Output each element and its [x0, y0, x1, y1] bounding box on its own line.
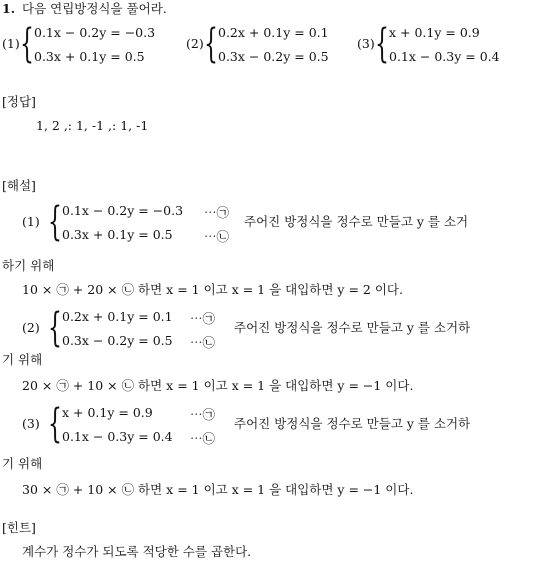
- brace-icon: {: [48, 401, 62, 447]
- problem-item-3-label: (3): [357, 36, 375, 51]
- solution-step-2-desc-wrap: 기 위해: [2, 352, 43, 367]
- solution-step-3-calc: 30 × ㉠ + 10 × ㉡ 하면 x = 1 이고 x = 1 을 대입하면 y = −1 이다.: [22, 482, 414, 497]
- brace-icon: {: [48, 305, 62, 351]
- problem-item-1-label: (1): [2, 36, 20, 51]
- problem-item-2-eq1: 0.2x + 0.1y = 0.1: [218, 25, 329, 40]
- problem-item-1-eq1: 0.1x − 0.2y = −0.3: [34, 25, 156, 40]
- brace-icon: {: [204, 21, 218, 67]
- solution-step-3-mark2: ⋯㉡: [190, 431, 216, 446]
- hint-text: 계수가 정수가 되도록 적당한 수를 곱한다.: [22, 544, 252, 559]
- solution-step-2-eq2: 0.3x − 0.2y = 0.5: [62, 333, 173, 348]
- solution-step-3-system: [48, 402, 238, 446]
- solution-step-1-eq2: 0.3x + 0.1y = 0.5: [62, 227, 173, 242]
- solution-step-1-desc: 주어진 방정식을 정수로 만들고 y 를 소거: [244, 214, 469, 229]
- problem-item-2-label: (2): [186, 36, 204, 51]
- solution-step-3-mark1: ⋯㉠: [190, 407, 216, 422]
- problem-item-3-eq1: x + 0.1y = 0.9: [389, 25, 480, 40]
- problem-number: 1.: [2, 1, 16, 16]
- solution-step-2-eq1: 0.2x + 0.1y = 0.1: [62, 309, 173, 324]
- solution-step-2-label: (2): [22, 320, 40, 335]
- hint-header: [힌트]: [2, 520, 36, 535]
- problem-item-1-eq2: 0.3x + 0.1y = 0.5: [34, 49, 145, 64]
- problem-prompt: 다음 연립방정식을 풀어라.: [22, 1, 167, 16]
- solution-step-2-mark2: ⋯㉡: [190, 335, 216, 350]
- brace-icon: {: [375, 21, 389, 67]
- solution-step-2-desc: 주어진 방정식을 정수로 만들고 y 를 소거하: [234, 320, 471, 335]
- solution-step-1-calc: 10 × ㉠ + 20 × ㉡ 하면 x = 1 이고 x = 1 을 대입하면 y = 2 이다.: [22, 282, 403, 297]
- solution-step-2-calc: 20 × ㉠ + 10 × ㉡ 하면 x = 1 이고 x = 1 을 대입하면 y = −1 이다.: [22, 378, 414, 393]
- solution-step-2-system: [48, 306, 238, 350]
- brace-icon: {: [48, 199, 62, 245]
- solution-step-3-desc: 주어진 방정식을 정수로 만들고 y 를 소거하: [234, 416, 471, 431]
- solution-step-3-label: (3): [22, 416, 40, 431]
- problem-item-2-eq2: 0.3x − 0.2y = 0.5: [218, 49, 329, 64]
- solution-step-1-mark1: ⋯㉠: [204, 205, 230, 220]
- solution-header: [해설]: [2, 178, 36, 193]
- brace-icon: {: [20, 21, 34, 67]
- solution-step-2-mark1: ⋯㉠: [190, 311, 216, 326]
- answer-header: [정답]: [2, 94, 36, 109]
- solution-step-1-label: (1): [22, 214, 40, 229]
- solution-step-1-system: [48, 200, 238, 244]
- solution-step-3-desc-wrap: 기 위해: [2, 456, 43, 471]
- solution-step-1-eq1: 0.1x − 0.2y = −0.3: [62, 203, 184, 218]
- solution-step-3-eq1: x + 0.1y = 0.9: [62, 405, 153, 420]
- solution-step-1-mark2: ⋯㉡: [204, 229, 230, 244]
- solution-step-3-eq2: 0.1x − 0.3y = 0.4: [62, 429, 173, 444]
- solution-step-1-desc-wrap: 하기 위해: [2, 258, 55, 273]
- problem-item-3-eq2: 0.1x − 0.3y = 0.4: [389, 49, 500, 64]
- answer-text: 1, 2 ,: 1, -1 ,: 1, -1: [36, 118, 149, 133]
